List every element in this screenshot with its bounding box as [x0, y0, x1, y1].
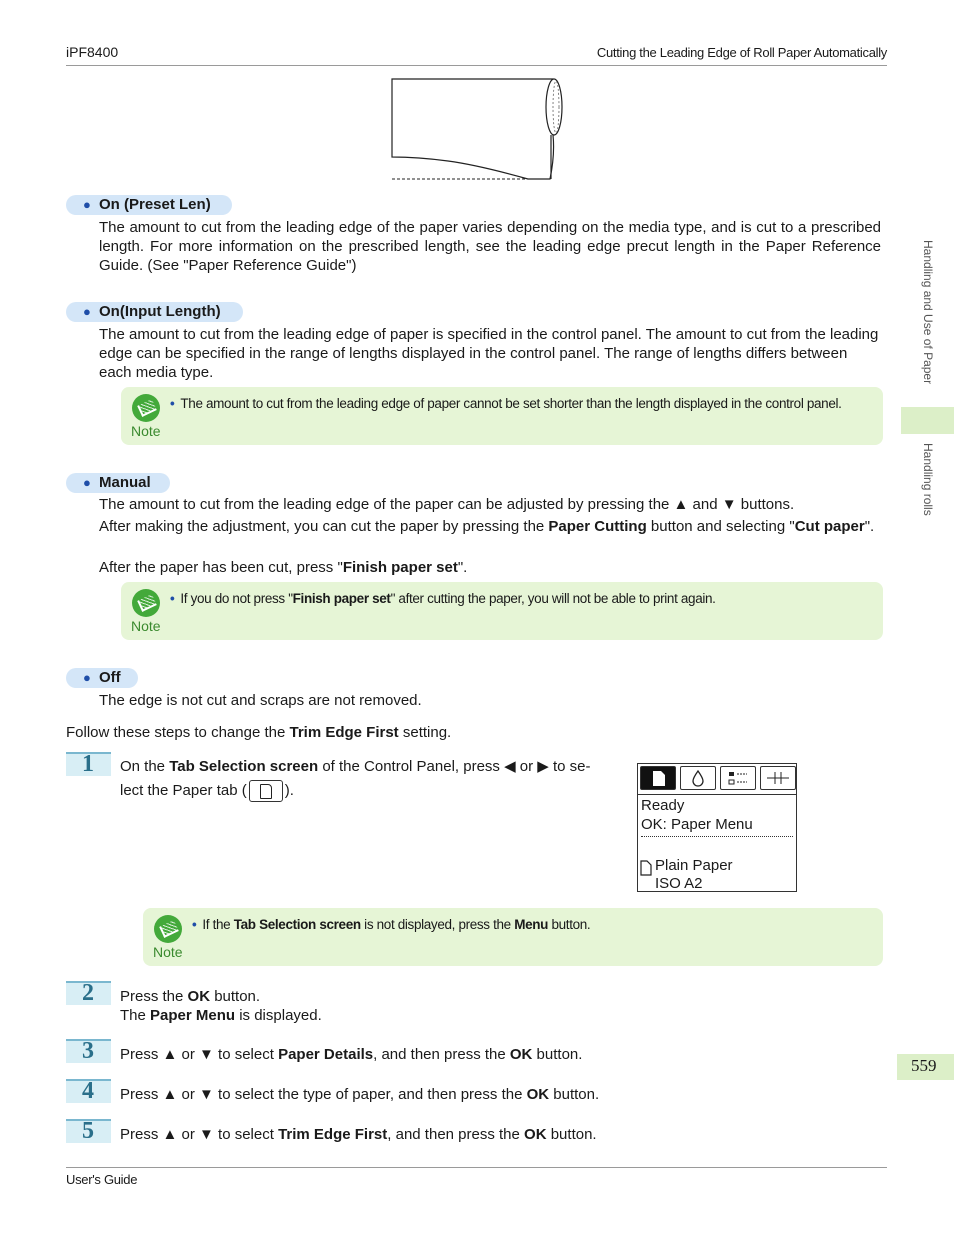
note-box-manual — [121, 582, 883, 640]
side-tab-marker — [901, 407, 954, 434]
header-model: iPF8400 — [66, 44, 119, 60]
control-panel-screen — [637, 763, 797, 892]
note-label: Note — [131, 618, 161, 634]
note-check-icon — [154, 915, 182, 943]
settings-tab-icon[interactable] — [760, 766, 796, 790]
note-box-input — [121, 387, 883, 445]
step-1-text-line1: On the Tab Selection screen of the Control Panel, press ◀ or ▶ to se- — [120, 758, 591, 775]
panel-paper-size: ISO A2 — [655, 875, 703, 892]
panel-tab-row — [638, 764, 796, 795]
manual-text-2: After making the adjustment, you can cut the paper by pressing the Paper Cutting button and selecting "Cut paper". — [99, 518, 875, 535]
note-text: • If you do not press "Finish paper set" after cutting the paper, you will not be able to print again. — [170, 591, 716, 606]
side-tab-chapter[interactable]: Handling and Use of Paper — [921, 240, 935, 385]
roll-paper-illustration — [388, 75, 568, 185]
step-number-4: 4 — [66, 1079, 111, 1103]
note-text: • If the Tab Selection screen is not displayed, press the Menu button. — [192, 917, 591, 932]
input-description: The amount to cut from the leading edge of paper is specified in the control panel. The amount to cut from the leading edge can be specified in the range of lengths displayed in the control panel. The range of lengths differs between each media type. — [99, 326, 879, 381]
note-label: Note — [153, 944, 183, 960]
step-3-text: Press ▲ or ▼ to select Paper Details, and then press the OK button. — [120, 1046, 583, 1063]
intro-text: Follow these steps to change the Trim Edge First setting. — [66, 724, 452, 741]
ink-tab-icon[interactable] — [680, 766, 716, 790]
manual-text-1: The amount to cut from the leading edge of the paper can be adjusted by pressing the ▲ and ▼ buttons. — [99, 496, 795, 513]
step-number-2: 2 — [66, 981, 111, 1005]
panel-media-type: Plain Paper — [655, 857, 733, 874]
job-tab-icon[interactable] — [720, 766, 756, 790]
footer-text: User's Guide — [66, 1172, 138, 1187]
panel-paper-icon — [640, 860, 652, 876]
step-4-text: Press ▲ or ▼ to select the type of paper, and then press the OK button. — [120, 1086, 600, 1103]
page-number: 559 — [911, 1056, 937, 1075]
note-check-icon — [132, 589, 160, 617]
off-description: The edge is not cut and scraps are not removed. — [99, 692, 422, 709]
panel-status: Ready — [641, 797, 685, 814]
step-number-1: 1 — [66, 752, 111, 776]
bullet-off: ● Off — [66, 668, 138, 688]
bullet-manual: ● Manual — [66, 473, 170, 493]
header-rule — [66, 65, 887, 66]
preset-description: The amount to cut from the leading edge of the paper varies depending on the media type, and is cut to a prescribed length. For more information on the prescribed length, see the leading edge precut length in the Paper Reference Guide. (See "Paper Reference Guide") — [99, 219, 881, 274]
step-2-text-line2: The Paper Menu is displayed. — [120, 1007, 322, 1024]
step-number-3: 3 — [66, 1039, 111, 1063]
note-box-step1 — [143, 908, 883, 966]
paper-tab-icon[interactable] — [640, 766, 676, 790]
footer-rule — [66, 1167, 887, 1168]
step-1-text-line2: lect the Paper tab ( ). — [120, 780, 294, 802]
paper-tab-icon — [249, 780, 283, 802]
side-tab-section[interactable]: Handling rolls — [921, 443, 935, 516]
note-label: Note — [131, 423, 161, 439]
step-number-5: 5 — [66, 1119, 111, 1143]
bullet-input-length: ● On(Input Length) — [66, 302, 243, 322]
panel-divider — [641, 836, 793, 837]
step-2-text-line1: Press the OK button. — [120, 988, 261, 1005]
step-5-text: Press ▲ or ▼ to select Trim Edge First, and then press the OK button. — [120, 1126, 597, 1143]
note-text: • The amount to cut from the leading edge of paper cannot be set shorter than the length displayed in the control panel. — [170, 396, 842, 411]
header-section-title: Cutting the Leading Edge of Roll Paper Automatically — [596, 45, 887, 60]
manual-text-3: After the paper has been cut, press "Finish paper set". — [99, 559, 468, 576]
bullet-preset-len: ● On (Preset Len) — [66, 195, 232, 215]
panel-ok-hint: OK: Paper Menu — [641, 816, 753, 833]
note-check-icon — [132, 394, 160, 422]
